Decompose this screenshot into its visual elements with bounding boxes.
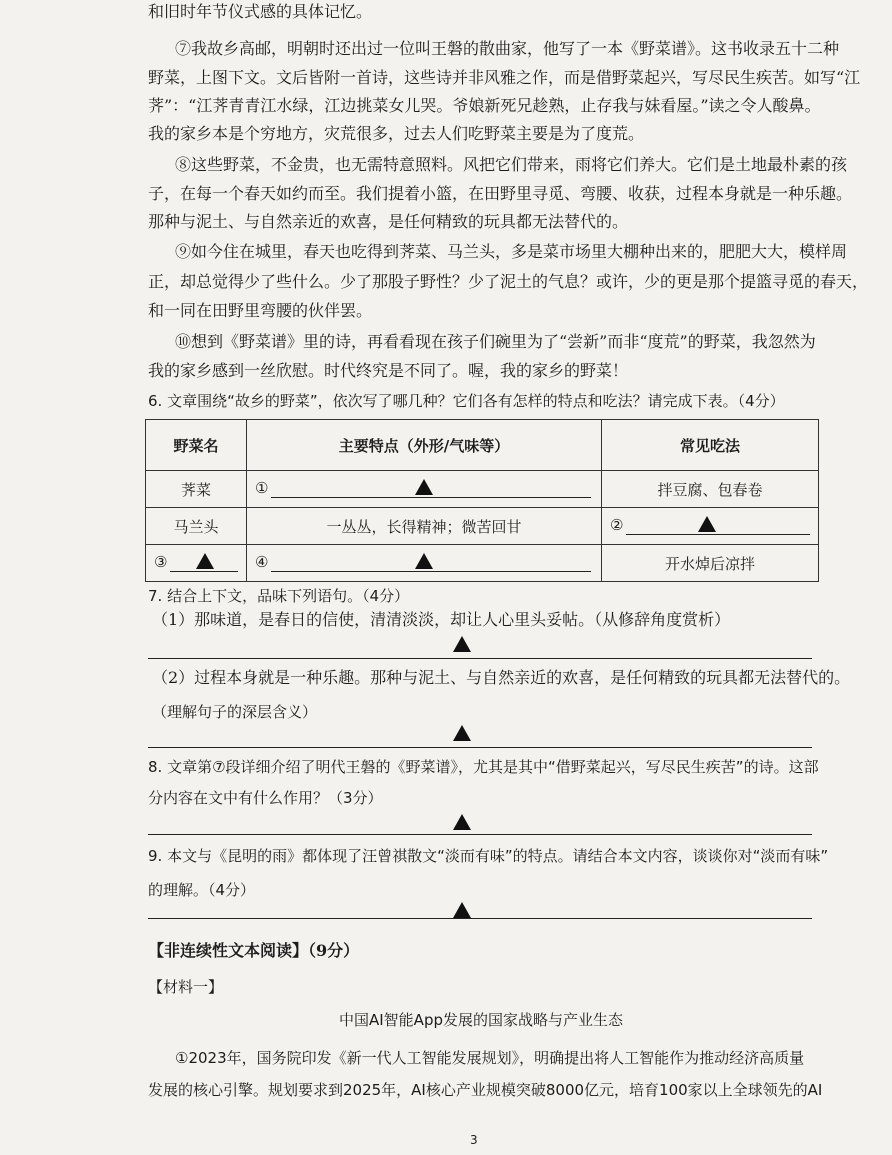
- passage-line: 正，却总觉得少了些什么。少了那股子野性？少了泥土的气息？或许，少的更是那个提篮寻觅的春天，: [148, 272, 869, 291]
- table-cell: 开水焯后凉拌: [602, 545, 819, 582]
- section-heading: 【非连续性文本阅读】（9分）: [148, 941, 360, 960]
- triangle-marker-icon: [415, 553, 433, 569]
- material-title: 中国AI智能App发展的国家战略与产业生态: [339, 1011, 623, 1029]
- blank-number: ④: [255, 553, 269, 571]
- table-row: [146, 545, 819, 582]
- question-8: 8. 文章第⑦段详细介绍了明代王磐的《野菜谱》，尤其是其中“借野菜起兴，写尽民生疾苦”的诗。这部: [148, 758, 819, 776]
- triangle-marker-icon: [698, 516, 716, 532]
- table-cell: 一丛丛，长得精神；微苦回甘: [247, 508, 602, 545]
- table-header-row: [146, 420, 819, 471]
- blank-number: ③: [154, 553, 168, 571]
- table-row: [146, 508, 819, 545]
- table-row: [146, 471, 819, 508]
- answer-blank-2[interactable]: [602, 508, 819, 545]
- question-6: 6. 文章围绕“故乡的野菜”，依次写了哪几种？它们各有怎样的特点和吃法？请完成下表。（4分）: [148, 392, 785, 410]
- table-header: 主要特点（外形/气味等）: [247, 420, 602, 471]
- triangle-marker-icon: [453, 814, 471, 830]
- answer-line: [271, 571, 591, 572]
- page-number: 3: [470, 1133, 478, 1147]
- passage-line: 我的家乡本是个穷地方，灾荒很多，过去人们吃野菜主要是为了度荒。: [148, 124, 645, 143]
- triangle-marker-icon: [453, 902, 471, 918]
- answer-table: [145, 419, 819, 582]
- question-7-sentence-1: （1）那味道，是春日的信使，清清淡淡，却让人心里头妥帖。（从修辞角度赏析）: [152, 610, 731, 629]
- answer-blank-3[interactable]: [146, 545, 247, 582]
- answer-line[interactable]: [148, 747, 812, 748]
- material-label: 【材料一】: [148, 978, 224, 996]
- table-cell: 拌豆腐、包春卷: [602, 471, 819, 508]
- triangle-marker-icon: [453, 636, 471, 652]
- passage-line: 和一同在田野里弯腰的伙伴罢。: [148, 301, 373, 320]
- material-line: 发展的核心引擎。规划要求到2025年，AI核心产业规模突破8000亿元，培育100家以上全球领先的AI: [148, 1081, 823, 1099]
- answer-line: [626, 534, 810, 535]
- passage-line: 和旧时年节仪式感的具体记忆。: [148, 2, 373, 21]
- question-7-sentence-2: （2）过程本身就是一种乐趣。那种与泥土、与自然亲近的欢喜，是任何精致的玩具都无法替代的。: [152, 668, 851, 687]
- question-7-sentence-2-task: （理解句子的深层含义）: [152, 703, 318, 721]
- answer-blank-4[interactable]: [247, 545, 602, 582]
- passage-line: 我的家乡感到一丝欣慰。时代终究是不同了。喔，我的家乡的野菜！: [148, 361, 629, 380]
- blank-number: ①: [255, 479, 269, 497]
- table-cell: 马兰头: [146, 508, 247, 545]
- triangle-marker-icon: [453, 725, 471, 741]
- question-7: 7. 结合上下文，品味下列语句。（4分）: [148, 587, 410, 605]
- passage-line: ⑧这些野菜，不金贵，也无需特意照料。风把它们带来，雨将它们养大。它们是土地最朴素的孩: [175, 155, 848, 174]
- answer-blank-1[interactable]: [247, 471, 602, 508]
- answer-line[interactable]: [148, 834, 812, 835]
- answer-line[interactable]: [148, 918, 812, 919]
- question-9-line-2: 的理解。（4分）: [148, 881, 256, 899]
- answer-line: [271, 497, 591, 498]
- material-line: ①2023年，国务院印发《新一代人工智能发展规划》，明确提出将人工智能作为推动经济高质量: [175, 1049, 805, 1067]
- question-9: 9. 本文与《昆明的雨》都体现了汪曾祺散文“淡而有味”的特点。请结合本文内容，谈谈你对“淡而有味”: [148, 847, 829, 865]
- answer-line: [170, 571, 238, 572]
- passage-line: ⑦我故乡高邮，明朝时还出过一位叫王磐的散曲家，他写了一本《野菜谱》。这书收录五十二种: [175, 39, 840, 58]
- answer-line[interactable]: [148, 658, 812, 659]
- blank-number: ②: [610, 516, 624, 534]
- triangle-marker-icon: [196, 553, 214, 569]
- passage-line: 野菜，上图下文。文后皆附一首诗，这些诗并非风雅之作，而是借野菜起兴，写尽民生疾苦。如写“江: [148, 68, 861, 87]
- passage-line: 荠”：“江荠青青江水绿，江边挑菜女儿哭。爷娘新死兄趁熟，止存我与妹看屋。”读之令人酸鼻。: [148, 96, 821, 115]
- passage-line: ⑩想到《野菜谱》里的诗，再看看现在孩子们碗里为了“尝新”而非“度荒”的野菜，我忽然为: [175, 332, 816, 351]
- table-header: 野菜名: [146, 420, 247, 471]
- table-cell: 荠菜: [146, 471, 247, 508]
- passage-line: 子，在每一个春天如约而至。我们提着小篮，在田野里寻觅、弯腰、收获，过程本身就是一种乐趣。: [148, 184, 853, 203]
- passage-line: 那种与泥土、与自然亲近的欢喜，是任何精致的玩具都无法替代的。: [148, 212, 629, 231]
- question-8-line-2: 分内容在文中有什么作用？（3分）: [148, 789, 383, 807]
- triangle-marker-icon: [415, 479, 433, 495]
- table-header: 常见吃法: [602, 420, 819, 471]
- passage-line: ⑨如今住在城里，春天也吃得到荠菜、马兰头，多是菜市场里大棚种出来的，肥肥大大，模样周: [175, 242, 848, 261]
